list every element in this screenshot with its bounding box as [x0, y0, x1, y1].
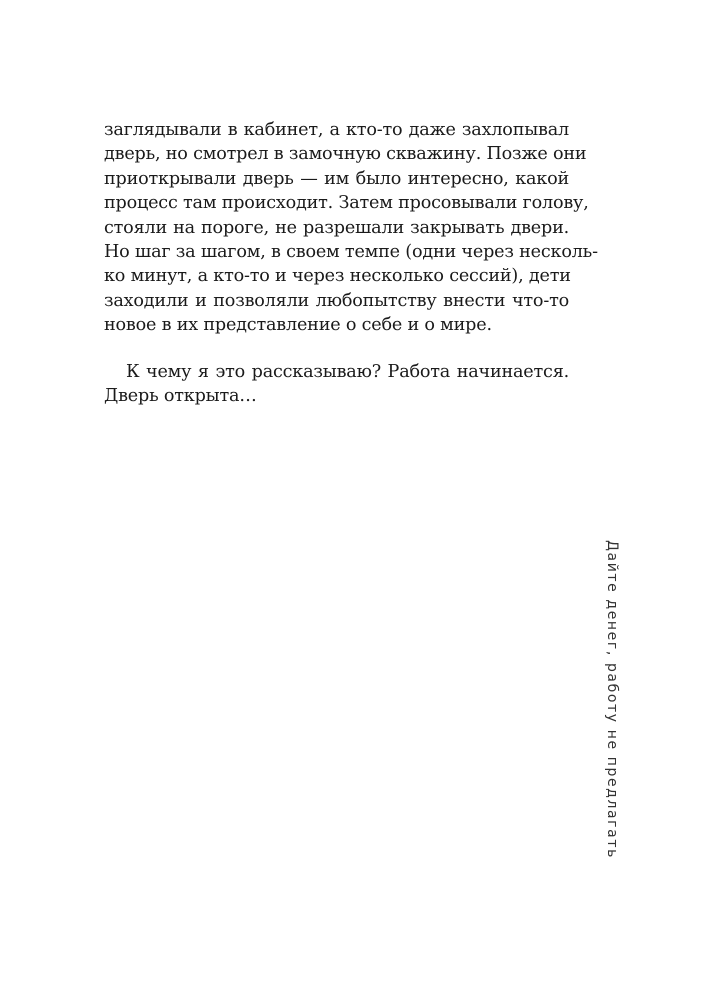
text-line: ко минут, а кто-то и через несколько сессий), дети [104, 266, 571, 287]
text-line: Дверь открыта… [104, 386, 257, 407]
text-line: дверь, но смотрел в замочную скважину. Позже они [104, 144, 587, 165]
text-line: Но шаг за шагом, в своем темпе (одни через несколь- [104, 242, 598, 263]
running-head-title: Дайте денег, работу не предлагать [604, 540, 620, 859]
text-line: приоткрывали дверь — им было интересно, какой [104, 168, 569, 189]
text-line: стояли на пороге, не разрешали закрывать двери. [104, 217, 569, 238]
paragraph-2 [104, 360, 569, 409]
paragraph-1 [104, 118, 598, 338]
text-line: К чему я это рассказываю? Работа начинается. [126, 361, 569, 382]
text-line: заглядывали в кабинет, а кто-то даже захлопывал [104, 120, 569, 140]
text-line: процесс там происходит. Затем просовывали голову, [104, 193, 589, 214]
text-line: новое в их представление о себе и о мире. [104, 315, 492, 336]
text-line: заходили и позволяли любопытству внести что-то [104, 290, 569, 311]
main-text [104, 118, 598, 408]
